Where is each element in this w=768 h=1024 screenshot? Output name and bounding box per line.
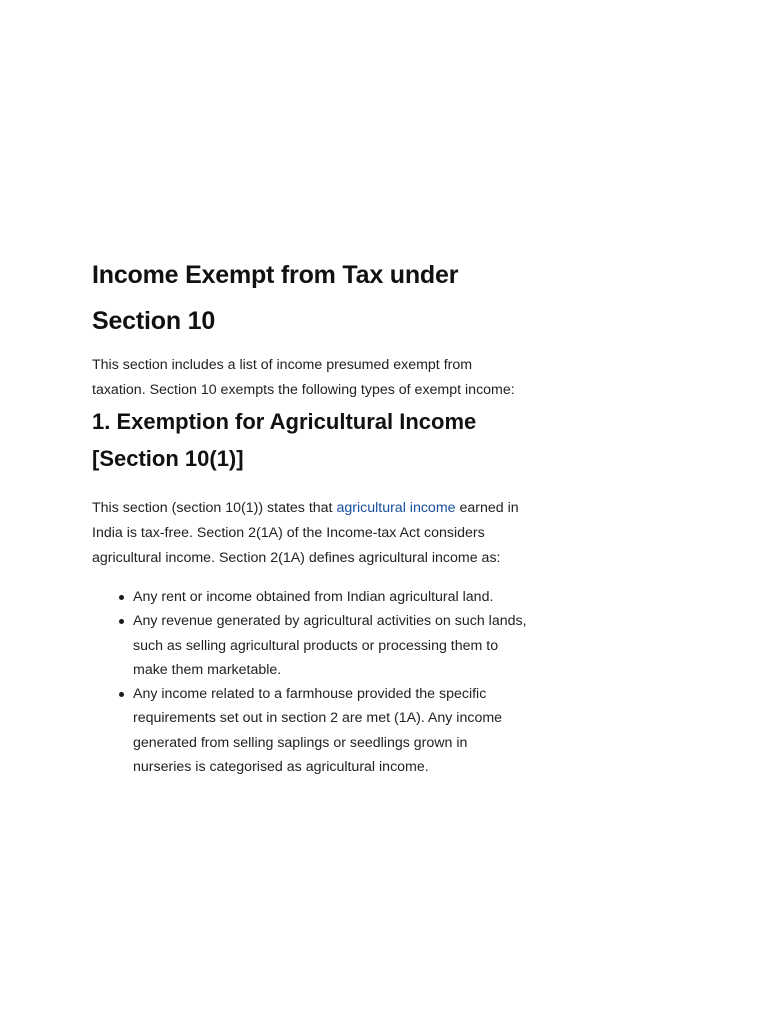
list-item-line: such as selling agricultural products or processing them to [133,637,499,654]
list-item-line: Any revenue generated by agricultural activities on such lands, [133,613,527,630]
list-item [133,585,562,609]
page-title [92,252,562,344]
body-line-1-start: This section (section 10(1)) states that [92,500,337,516]
agricultural-income-link[interactable]: agricultural income [336,500,456,516]
page-title-line-1: Income Exempt from Tax under [92,261,459,289]
list-item [133,609,562,682]
body-line-1-end: earned in [455,500,519,516]
agricultural-income-bullet-list [92,585,562,779]
intro-line-1: This section includes a list of income presumed exempt from [92,357,473,373]
bullet-icon [119,595,124,600]
bullet-icon [119,692,124,697]
body-line-2: India is tax-free. Section 2(1A) of the Income-tax Act considers [92,525,485,541]
document-page [92,252,562,779]
list-item-line: Any income related to a farmhouse provided the specific [133,686,487,703]
list-item-line: nurseries is categorised as agricultural income. [133,759,429,776]
list-item-line: Any rent or income obtained from Indian agricultural land. [133,589,494,605]
list-item [133,682,562,779]
intro-line-2: taxation. Section 10 exempts the following types of exempt income: [92,382,515,398]
section-heading-line-2: [Section 10(1)] [92,446,244,471]
section-heading-line-1: 1. Exemption for Agricultural Income [92,409,477,434]
page-title-line-2: Section 10 [92,307,216,335]
section-body-paragraph [92,496,562,571]
list-item-line: make them marketable. [133,661,282,678]
section-heading-agricultural-income [92,403,562,477]
body-line-3: agricultural income. Section 2(1A) defines agricultural income as: [92,550,501,566]
list-item-line: requirements set out in section 2 are met (1A). Any income [133,710,503,727]
intro-paragraph [92,353,562,403]
bullet-icon [119,619,124,624]
list-item-line: generated from selling saplings or seedlings grown in [133,734,468,751]
